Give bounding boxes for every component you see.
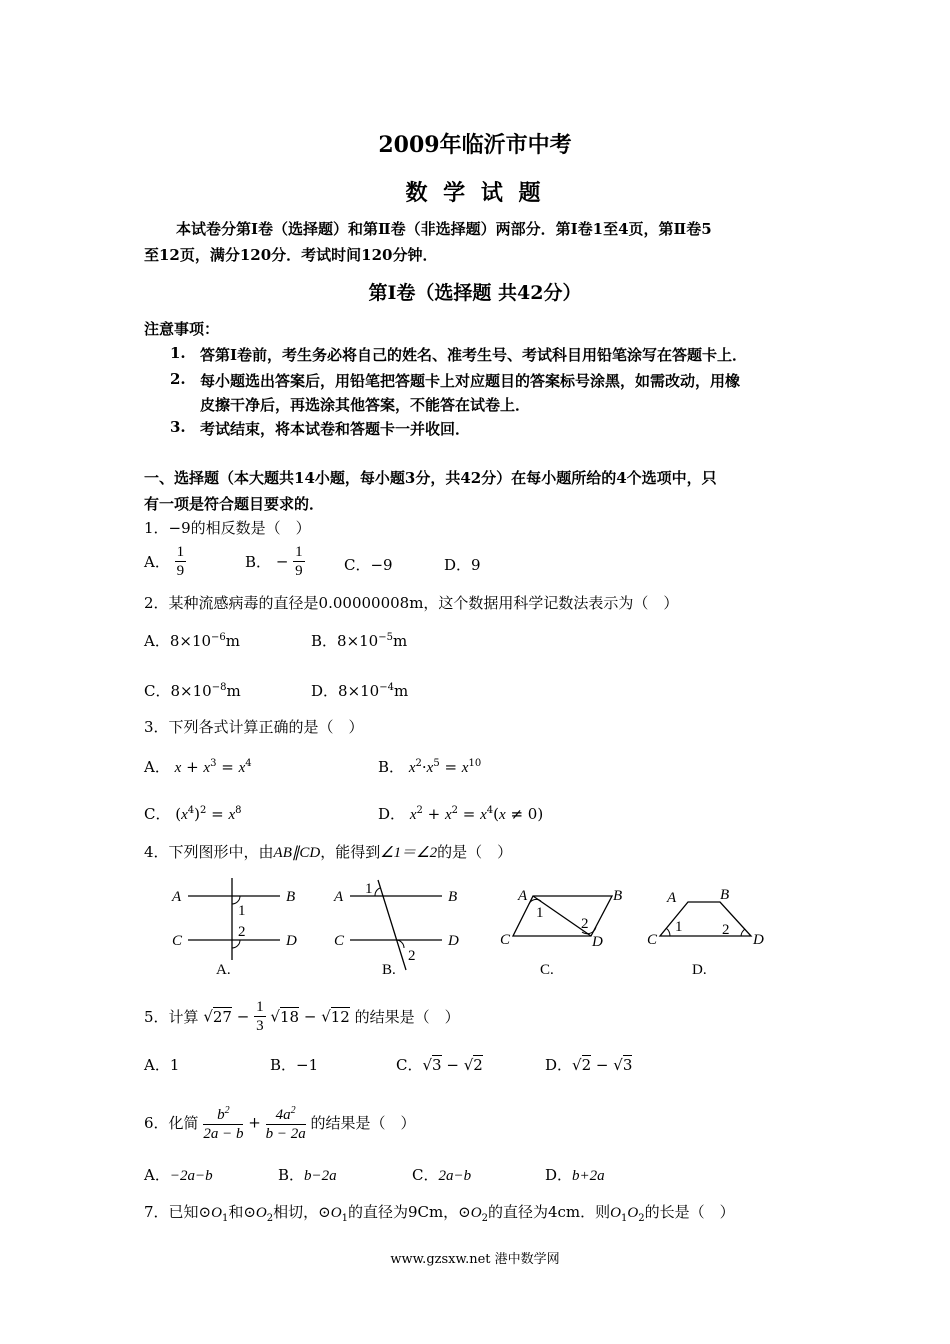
stem-text: 的长是（ ） (644, 1203, 735, 1221)
question-3-option-b: B． $x^2\cdot x^5 = x^{10}$ (378, 758, 482, 776)
exponent: −4 (379, 682, 394, 693)
minus-sign: − (303, 1007, 317, 1026)
option-label: B． (311, 632, 338, 650)
point-a: A (172, 889, 182, 905)
exponent: −6 (211, 632, 226, 643)
question-5-option-d: D．√2 − √3 (545, 1056, 633, 1074)
figure-c-label: C. (540, 962, 554, 978)
question-3-stem: 3．下列各式计算正确的是（ ） (144, 718, 364, 736)
figure-a-label: A. (216, 962, 231, 978)
question-5-option-c: C．√3 − √2 (396, 1056, 483, 1074)
option-label: D． (545, 1166, 573, 1184)
minus-sign: − (275, 552, 289, 571)
stem-text: 的直径为9Cm，⊙ (347, 1203, 471, 1221)
question-1-option-d: D．9 (444, 556, 481, 574)
note-2-text: 每小题选出答案后，用铅笔把答题卡上对应题目的答案标号涂黑，如需改动，用橡 (200, 372, 741, 390)
question-3-option-d: D． $x^2 + x^2 = x^4(x \ne 0)$ (378, 805, 544, 823)
figure-b-label: B. (382, 962, 396, 978)
numerator: 1 (176, 544, 185, 560)
option-label: D． (378, 805, 406, 823)
intro-line-2: 至12页，满分120分．考试时间120分钟． (144, 246, 438, 264)
point-d: D (592, 934, 603, 950)
circle-name: O (627, 1205, 639, 1221)
denominator: 9 (295, 563, 303, 579)
footer-watermark: www.gzsxw.net 港中数学网 (390, 1252, 560, 1267)
point-a: A (334, 889, 344, 905)
question-6-option-c (412, 1164, 471, 1185)
stem-text: 的结果是（ ） (310, 1114, 416, 1132)
circle-name: O (211, 1205, 222, 1221)
option-value: b+2a (572, 1168, 605, 1184)
question-1-option-a (144, 543, 186, 580)
angle-2-label: 2 (722, 922, 730, 938)
fraction (175, 543, 187, 580)
stem-text: 的结果是（ ） (354, 1008, 460, 1026)
point-b: B (613, 888, 623, 904)
point-c: C (647, 932, 658, 948)
question-2-option-b (311, 630, 407, 651)
question-3-option-a: A． $x + x^3 = x^4$ (144, 758, 252, 776)
section-1-title: 第Ⅰ卷（选择题 共42分） (368, 282, 582, 304)
denominator: 9 (176, 563, 185, 579)
stem-text: 的直径为4cm．则 (487, 1203, 611, 1221)
question-2-option-d (311, 680, 408, 701)
exam-title: 2009年临沂市中考 (378, 132, 572, 158)
radicand: 12 (330, 1007, 350, 1026)
figure-d-label: D. (692, 962, 707, 978)
circle-name: O (330, 1205, 342, 1221)
question-6-option-b (278, 1164, 337, 1185)
question-2-stem: 2．某种流感病毒的直径是0.00000008m，这个数据用科学记数法表示为（ ） (144, 594, 679, 612)
intro-line-1: 本试卷分第Ⅰ卷（选择题）和第Ⅱ卷（非选择题）两部分．第Ⅰ卷1至4页，第Ⅱ卷5 (176, 220, 712, 238)
question-3-option-c: C． $(x^4)^2 = x^8$ (144, 805, 242, 823)
subscript: 1 (221, 1213, 229, 1224)
note-1-number: 1. (170, 344, 186, 362)
question-5-stem (144, 998, 460, 1035)
angle-2-arc (741, 929, 745, 936)
question-1-option-c: C．−9 (344, 556, 393, 574)
option-label: C． (396, 1056, 423, 1074)
transversal (378, 880, 406, 970)
point-d: D (448, 933, 459, 949)
radicand: 2 (473, 1056, 483, 1074)
subscript: 2 (638, 1213, 645, 1224)
figure-b (333, 880, 459, 978)
option-label: A． (144, 632, 170, 650)
note-2-continued: 皮擦干净后，再选涂其他答案，不能答在试卷上． (200, 396, 531, 414)
point-d: D (753, 932, 764, 948)
point-b: B (720, 887, 730, 903)
note-3-text: 考试结束，将本试卷和答题卡一并收回． (200, 420, 471, 438)
figure-d (647, 887, 764, 978)
trapezoid (660, 902, 751, 936)
question-2-option-c (144, 680, 241, 701)
base: 8×10 (337, 632, 379, 650)
question-2-option-a (144, 630, 240, 651)
option-value: b−2a (304, 1168, 337, 1184)
question-7-stem (144, 1201, 735, 1224)
option-label: C． (144, 805, 171, 823)
unit: m (226, 682, 241, 700)
stem-text: 4．下列图形中，由 (144, 843, 274, 861)
sqrt-18: √18 (270, 1007, 300, 1026)
option-value: −2a−b (169, 1168, 213, 1184)
option-label: D． (545, 1056, 573, 1074)
point-c: C (172, 933, 183, 949)
option-value: 2a−b (438, 1168, 472, 1184)
point-a: A (518, 888, 528, 904)
fraction-2: $\frac{4a^2}{b - 2a}$ (266, 1102, 306, 1143)
figure-a (171, 878, 297, 978)
stem-text: 和⊙ (228, 1203, 256, 1221)
stem-text: 7．已知⊙ (144, 1203, 212, 1221)
numerator: 1 (256, 999, 264, 1015)
option-label: B． (278, 1166, 305, 1184)
point-a: A (667, 890, 677, 906)
question-6-option-d (545, 1164, 605, 1185)
question-5-option-b: B．−1 (270, 1056, 319, 1074)
stem-text: 6．化简 (144, 1114, 199, 1132)
option-label: B． (245, 553, 272, 571)
radicand: 3 (622, 1056, 633, 1074)
option-label: C． (144, 682, 171, 700)
part-1-heading-line-1: 一、选择题（本大题共14小题，每小题3分，共42分）在每小题所给的4个选项中，只 (144, 469, 717, 487)
exponent: −8 (211, 682, 227, 693)
question-4-figures (160, 874, 800, 984)
radicand: 3 (432, 1056, 442, 1074)
circle-name: O (610, 1205, 621, 1221)
option-label: A． (144, 1166, 170, 1184)
stem-text: ，能得到 (320, 843, 381, 861)
stem-text: 5．计算 (144, 1008, 199, 1026)
unit: m (225, 632, 241, 650)
sqrt-27: √27 (203, 1007, 232, 1026)
unit: m (393, 682, 409, 700)
point-c: C (500, 932, 511, 948)
circle-name: O (255, 1205, 267, 1221)
stem-text: 的是（ ） (437, 843, 513, 861)
sqrt-12: √12 (321, 1007, 350, 1026)
exam-subtitle: 数 学 试 题 (405, 180, 545, 206)
fraction (254, 998, 266, 1035)
radicand: 18 (279, 1007, 300, 1026)
numerator: 1 (295, 544, 303, 560)
option-label: B． (378, 758, 405, 776)
option-label: A． (144, 758, 170, 776)
fraction (293, 543, 305, 580)
angle-1-label: 1 (365, 881, 373, 897)
note-3-number: 3. (170, 418, 186, 436)
base: 8×10 (338, 682, 380, 700)
point-b: B (448, 889, 458, 905)
fraction-1: $\frac{b^2}{2a - b}$ (203, 1102, 243, 1143)
circle-name: O (470, 1205, 482, 1221)
stem-math: ∠1＝∠2 (380, 845, 438, 861)
stem-math: AB∥CD (273, 845, 321, 861)
option-label: D． (311, 682, 339, 700)
angle-1-arc (375, 888, 380, 896)
question-1-option-b (245, 543, 305, 580)
subscript: 2 (481, 1213, 488, 1224)
point-c: C (334, 933, 345, 949)
angle-2-arc (232, 940, 240, 948)
angle-2-label: 2 (238, 924, 246, 940)
point-d: D (286, 933, 297, 949)
subscript: 2 (266, 1213, 274, 1224)
exponent: −5 (378, 632, 393, 643)
angle-1-label: 1 (536, 905, 544, 921)
radicand: 27 (212, 1007, 232, 1026)
option-label: A． (144, 553, 170, 571)
denominator: 3 (256, 1018, 264, 1034)
notes-title: 注意事项： (144, 320, 220, 338)
angle-2-label: 2 (581, 916, 589, 932)
question-6-option-a (144, 1164, 213, 1185)
unit: m (392, 632, 408, 650)
subscript: 1 (621, 1213, 628, 1224)
base: 8×10 (170, 682, 212, 700)
question-1-stem: 1．−9的相反数是（ ） (144, 519, 311, 537)
part-1-heading-line-2: 有一项是符合题目要求的． (144, 495, 325, 513)
base: 8×10 (169, 632, 212, 650)
question-6-stem: 6．化简 $\frac{b^2}{2a - b}$ + $\frac{4a^2}{b - 2a}$ 的结果是（ ） (144, 1102, 416, 1143)
figure-c (500, 888, 622, 978)
stem-text: 相切，⊙ (273, 1203, 331, 1221)
angle-1-label: 1 (675, 919, 683, 935)
angle-2-label: 2 (408, 948, 416, 964)
note-1-text: 答第Ⅰ卷前，考生务必将自己的姓名、准考生号、考试科目用铅笔涂写在答题卡上． (200, 346, 748, 364)
question-5-option-a: A．1 (144, 1056, 180, 1074)
subscript: 1 (341, 1213, 348, 1224)
point-b: B (286, 889, 296, 905)
minus-sign: − (236, 1007, 250, 1026)
angle-1-label: 1 (238, 903, 246, 919)
angle-1-arc (666, 928, 670, 936)
radicand: 2 (581, 1056, 592, 1074)
question-4-stem (144, 841, 512, 862)
option-label: C． (412, 1166, 439, 1184)
note-2-number: 2. (170, 370, 186, 388)
